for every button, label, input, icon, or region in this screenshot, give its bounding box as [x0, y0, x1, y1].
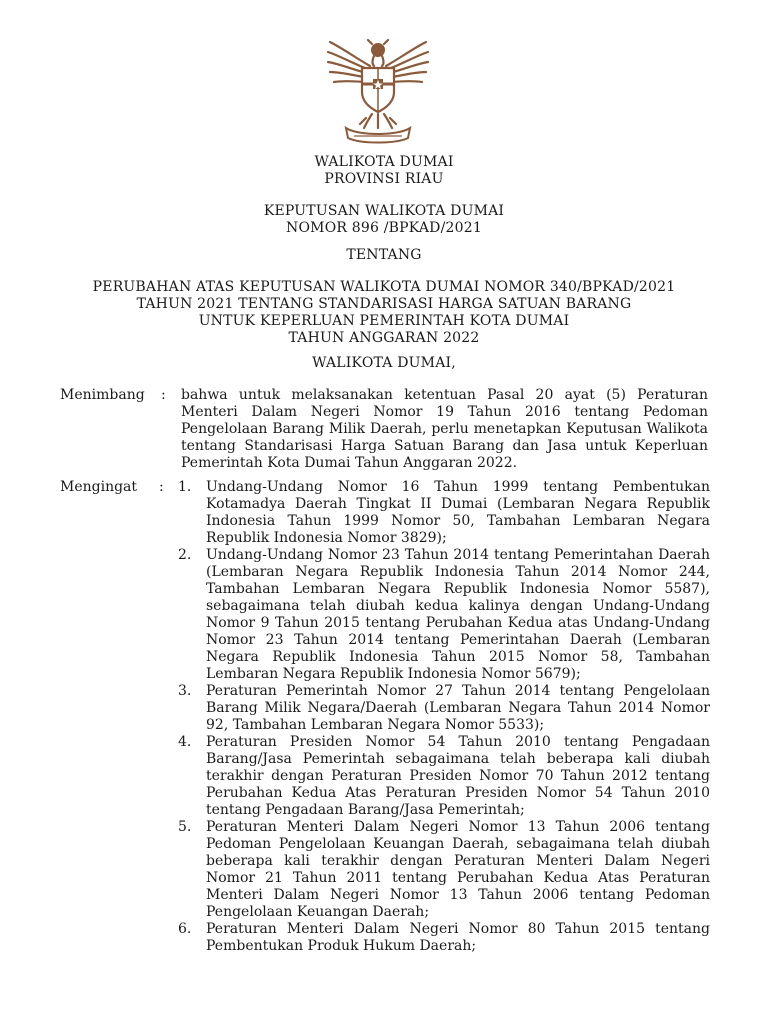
- list-item: [178, 921, 710, 955]
- garuda-emblem-icon: [322, 34, 434, 146]
- list-item-text: Undang-Undang Nomor 16 Tahun 1999 tentang Pembentukan Kotamadya Daerah Tingkat II Dumai (Lembaran Negara Republik Indonesia Tahun 1999 Nomor 50, Tambahan Lembaran Negara Republik Indonesia Nomor 3829);: [206, 479, 710, 546]
- subject-line-3: UNTUK KEPERLUAN PEMERINTAH KOTA DUMAI: [198, 313, 570, 329]
- heading-city: WALIKOTA DUMAI: [314, 154, 454, 170]
- tentang-heading: TENTANG: [346, 247, 422, 263]
- menimbang-label: Menimbang: [60, 387, 145, 403]
- list-item-number: 3.: [178, 683, 192, 699]
- subject-line-2: TAHUN 2021 TENTANG STANDARISASI HARGA SATUAN BARANG: [136, 296, 632, 312]
- list-item-text: Peraturan Menteri Dalam Negeri Nomor 13 Tahun 2006 tentang Pedoman Pengelolaan Keuangan Daerah, sebagaimana telah diubah beberapa kali terakhir dengan Peraturan Menteri Dalam Negeri Nomor 21 Tahun 2011 tentang Perubahan Kedua Atas Peraturan Menteri Dalam Negeri Nomor 13 Tahun 2006 tentang Pedoman Pengelolaan Keuangan Daerah;: [206, 819, 710, 920]
- list-item-text: Peraturan Pemerintah Nomor 27 Tahun 2014 tentang Pengelolaan Barang Milik Negara/Daerah (Lembaran Negara Tahun 2014 Nomor 92, Tambahan Lembaran Negara Nomor 5533);: [206, 683, 710, 733]
- list-item-number: 5.: [178, 819, 192, 835]
- heading-province: PROVINSI RIAU: [324, 171, 444, 187]
- list-item-text: Peraturan Menteri Dalam Negeri Nomor 80 Tahun 2015 tentang Pembentukan Produk Hukum Daerah;: [206, 921, 710, 954]
- list-item-number: 2.: [178, 547, 192, 563]
- decree-title: KEPUTUSAN WALIKOTA DUMAI: [263, 203, 505, 219]
- list-item-number: 6.: [178, 921, 192, 937]
- subject-line-4: TAHUN ANGGARAN 2022: [288, 330, 480, 346]
- decree-heading: [0, 203, 768, 237]
- decree-number: NOMOR 896 /BPKAD/2021: [286, 220, 482, 236]
- mengingat-label: Mengingat: [60, 479, 138, 495]
- list-item-number: 1.: [178, 479, 192, 495]
- subject-line-1: PERUBAHAN ATAS KEPUTUSAN WALIKOTA DUMAI NOMOR 340/BPKAD/2021: [92, 279, 676, 295]
- menimbang-colon: :: [161, 387, 166, 403]
- issuer-heading: [0, 154, 768, 188]
- mengingat-colon: :: [159, 479, 164, 495]
- list-item: [178, 819, 710, 921]
- mengingat-list: [178, 479, 710, 955]
- menimbang-text: bahwa untuk melaksanakan ketentuan Pasal 20 ayat (5) Peraturan Menteri Dalam Negeri Nomor 19 Tahun 2016 tentang Pedoman Pengelolaan Barang Milik Daerah, perlu menetapkan Keputusan Walikota tentang Standarisasi Harga Satuan Barang dan Jasa untuk Keperluan Pemerintah Kota Dumai Tahun Anggaran 2022.: [181, 387, 708, 471]
- list-item: [178, 479, 710, 547]
- decree-subject: [0, 279, 768, 347]
- list-item-number: 4.: [178, 734, 192, 750]
- list-item-text: Undang-Undang Nomor 23 Tahun 2014 tentang Pemerintahan Daerah (Lembaran Negara Republik Indonesia Tahun 2014 Nomor 244, Tambahan Lembaran Negara Republik Indonesia Nomor 5587), sebagaimana telah diubah kedua kalinya dengan Undang-Undang Nomor 9 Tahun 2015 tentang Perubahan Kedua atas Undang-Undang Nomor 23 Tahun 2014 tentang Pemerintahan Daerah (Lembaran Negara Republik Indonesia Tahun 2015 Nomor 58, Tambahan Lembaran Negara Republik Indonesia Nomor 5679);: [206, 547, 710, 682]
- issuer-name: WALIKOTA DUMAI,: [312, 355, 456, 371]
- list-item: [178, 683, 710, 734]
- list-item: [178, 547, 710, 683]
- list-item-text: Peraturan Presiden Nomor 54 Tahun 2010 tentang Pengadaan Barang/Jasa Pemerintah sebagaimana telah beberapa kali diubah terakhir dengan Peraturan Presiden Nomor 70 Tahun 2012 tentang Perubahan Kedua Atas Peraturan Presiden Nomor 54 Tahun 2010 tentang Pengadaan Barang/Jasa Pemerintah;: [206, 734, 710, 818]
- list-item: [178, 734, 710, 819]
